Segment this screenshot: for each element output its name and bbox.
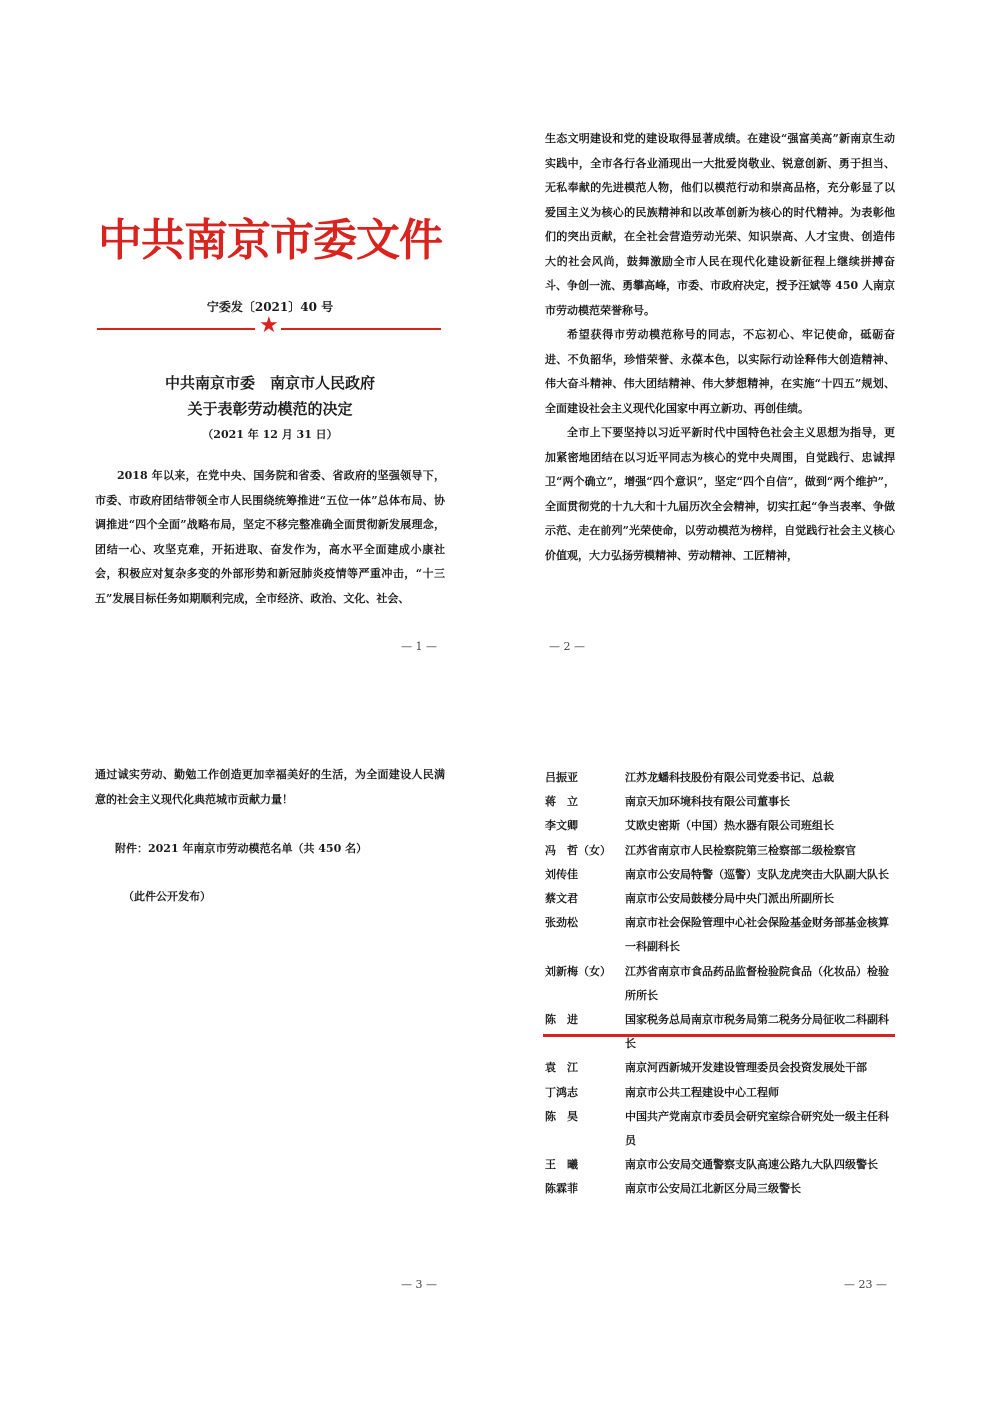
doc-date: （2021 年 12 月 31 日） <box>202 428 338 441</box>
honoree-title: 国家税务总局南京市税务局第二税务分局征收二科副科长 <box>625 1013 889 1051</box>
doc-title-line1: 中共南京市委 南京市人民政府 <box>164 374 375 392</box>
honoree-name: 陈 昊 <box>545 1109 578 1123</box>
page-2 <box>545 120 895 660</box>
page-1 <box>95 120 445 660</box>
doc-title-line2: 关于表彰劳动模范的决定 <box>187 400 353 418</box>
paragraph: 希望获得市劳动模范称号的同志，不忘初心、牢记使命，砥砺奋进、不负韶华，珍惜荣誉、永葆本色，以实际行动诠释伟大创造精神、伟大奋斗精神、伟大团结精神、伟大梦想精神，在实施“十四五”规划、全面建设社会主义现代化国家中再立新功、再创佳绩。 <box>545 328 895 415</box>
page-number: — 23 — <box>844 1278 887 1291</box>
honoree-title: 南京市社会保险管理中心社会保险基金财务部基金核算一科副科长 <box>625 916 889 954</box>
honoree-title: 艾欧史密斯（中国）热水器有限公司班组长 <box>625 819 834 833</box>
honoree-title: 南京市公共工程建设中心工程师 <box>625 1085 779 1099</box>
honoree-name: 王 曦 <box>545 1158 578 1172</box>
honoree-name: 陈霖菲 <box>545 1182 578 1196</box>
honoree-name: 陈 进 <box>545 1013 578 1027</box>
honoree-name: 袁 江 <box>545 1061 578 1075</box>
paragraph: 2018 年以来，在党中央、国务院和省委、省政府的坚强领导下，市委、市政府团结带领全市人民围绕统筹推进“五位一体”总体布局、协调推进“四个全面”战略布局，坚定不移完整准确全面贯彻新发展理念，团结一心、攻坚克难，开拓进取、奋发作为，高水平全面建成小康社会，积极应对复杂多变的外部形势和新冠肺炎疫情等严重冲击，“十三五”发展目标任务如期顺利完成，全市经济、政治、文化、社会、 <box>95 469 445 605</box>
page-3 <box>95 760 445 1300</box>
paragraph: 生态文明建设和党的建设取得显著成绩。在建设“强富美高”新南京生动实践中，全市各行各业涌现出一大批爱岗敬业、锐意创新、勇于担当、无私奉献的先进模范人物，他们以模范行动和崇高品格，充分彰显了以爱国主义为核心的民族精神和以改革创新为核心的时代精神。为表彰他们的突出贡献，在全社会营造劳动光荣、知识崇高、人才宝贵、创造伟大的社会风尚，鼓舞激励全市人民在现代化建设新征程上继续拼搏奋斗、争创一流、勇攀高峰，市委、市政府决定，授予汪斌等 450 人南京市劳动模范荣誉称号。 <box>545 132 895 317</box>
list-item <box>545 887 895 911</box>
honoree-name: 丁鸿志 <box>545 1085 578 1099</box>
doc-number: 宁委发〔2021〕40 号 <box>206 300 334 314</box>
honoree-title: 江苏龙蟠科技股份有限公司党委书记、总裁 <box>625 771 834 784</box>
honoree-title: 中国共产党南京市委员会研究室综合研究处一级主任科员 <box>625 1109 889 1148</box>
list-item <box>545 1056 895 1080</box>
honoree-title: 南京河西新城开发建设管理委员会投资发展处干部 <box>625 1061 867 1075</box>
star-icon: ★ <box>259 313 279 338</box>
paragraph: 全市上下要坚持以习近平新时代中国特色社会主义思想为指导，更加紧密地团结在以习近平同志为核心的党中央周围，自觉践行、忠诚捍卫“两个确立”，增强“四个意识”，坚定“四个自信”，做到“两个维护”，全面贯彻党的十九大和十九届历次全会精神，切实扛起“争当表率、争做示范、走在前列”光荣使命，以劳动模范为榜样，自觉践行社会主义核心价值观，大力弘扬劳模精神、劳动精神、工匠精神， <box>545 426 895 562</box>
honoree-title: 南京市公安局鼓楼分局中央门派出所副所长 <box>625 892 834 906</box>
list-item <box>545 1081 895 1105</box>
honoree-title: 南京市公安局江北新区分局三级警长 <box>625 1182 801 1196</box>
honoree-name: 刘传佳 <box>545 867 578 881</box>
list-item <box>545 814 895 838</box>
honoree-title: 南京天加环境科技有限公司董事长 <box>625 795 790 809</box>
list-item <box>545 863 895 887</box>
page-1-body <box>95 464 445 611</box>
page-2-body <box>545 127 895 568</box>
honoree-list <box>545 766 895 1202</box>
list-item <box>545 960 895 1008</box>
honoree-name: 冯 哲（女） <box>545 843 611 857</box>
red-rule-right <box>281 328 441 330</box>
page-number: — 1 — <box>401 640 437 653</box>
page-23 <box>545 760 895 1300</box>
highlight-underline <box>543 1034 895 1037</box>
list-item <box>545 839 895 863</box>
list-item <box>545 766 895 790</box>
paragraph: 通过诚实劳动、勤勉工作创造更加幸福美好的生活，为全面建设人民满意的社会主义现代化典范城市贡献力量！ <box>95 768 445 806</box>
masthead: 中共南京市委文件 <box>98 215 442 266</box>
list-item <box>545 790 895 814</box>
list-item <box>545 1177 895 1201</box>
list-item <box>545 1008 895 1056</box>
page-number: — 2 — <box>549 640 585 653</box>
honoree-name: 蔡文君 <box>545 892 578 906</box>
page-number: — 3 — <box>401 1278 437 1291</box>
red-rule-left <box>97 328 255 330</box>
honoree-title: 南京市公安局特警（巡警）支队龙虎突击大队副大队长 <box>625 867 889 881</box>
attachment-note: 附件：2021 年南京市劳动模范名单（共 450 名） <box>115 842 368 855</box>
public-release-note: （此件公开发布） <box>123 890 211 903</box>
honoree-name: 蒋 立 <box>545 795 578 809</box>
honoree-title: 江苏省南京市食品药品监督检验院食品（化妆品）检验所所长 <box>625 964 889 1002</box>
honoree-name: 张劲松 <box>545 916 578 930</box>
list-item <box>545 911 895 959</box>
page-3-body <box>95 763 445 812</box>
honoree-title: 江苏省南京市人民检察院第三检察部二级检察官 <box>625 843 856 857</box>
list-item <box>545 1105 895 1153</box>
honoree-name: 刘新梅（女） <box>545 964 611 978</box>
list-item <box>545 1153 895 1177</box>
honoree-name: 李文卿 <box>545 819 578 833</box>
honoree-name: 吕振亚 <box>545 771 578 784</box>
honoree-title: 南京市公安局交通警察支队高速公路九大队四级警长 <box>625 1158 878 1172</box>
